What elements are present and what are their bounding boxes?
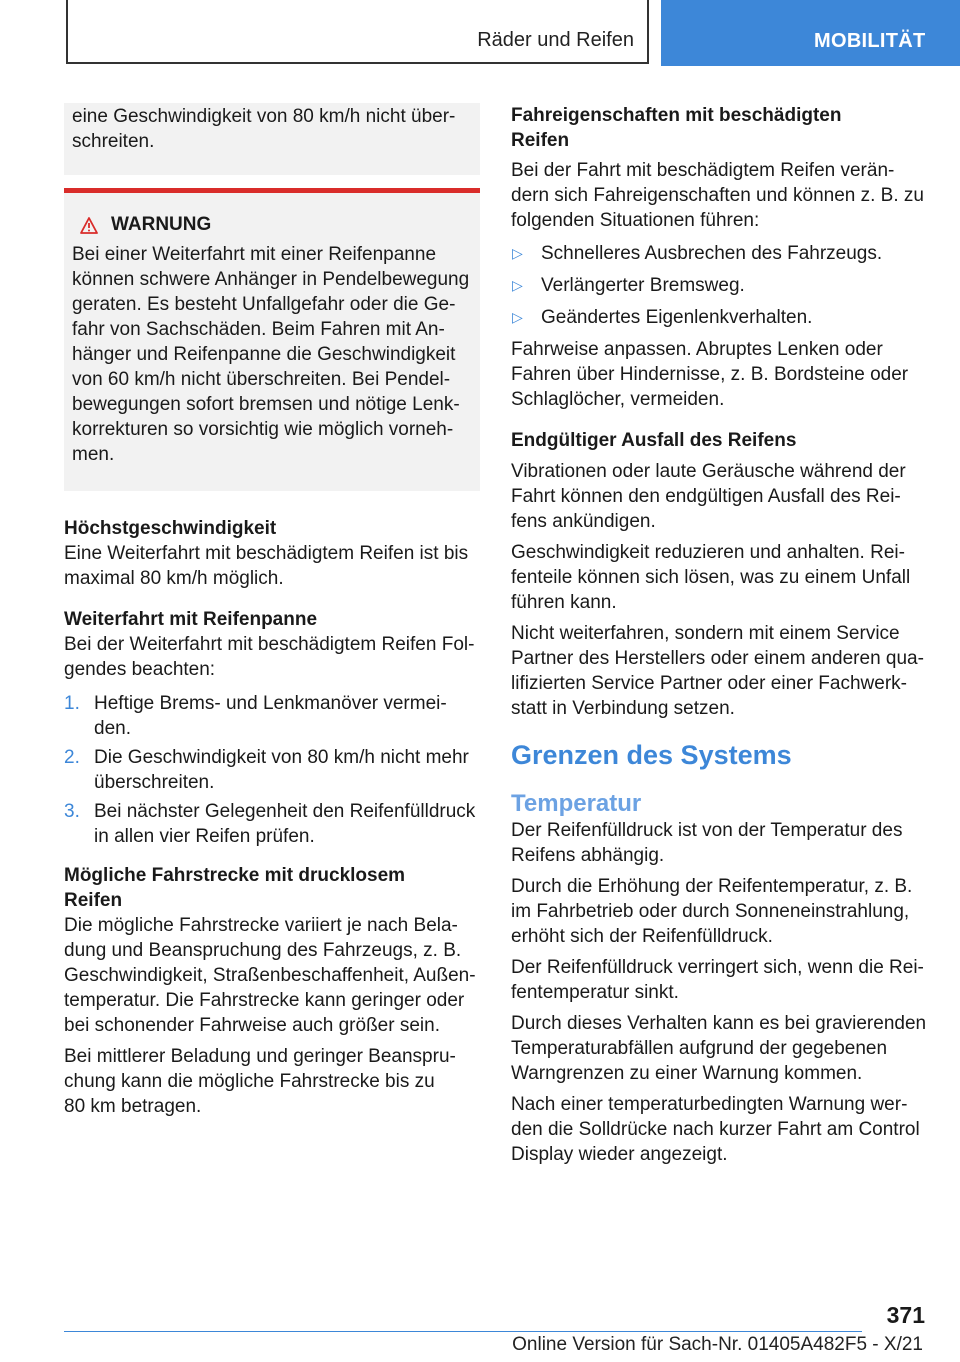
damaged-text: Bei der Fahrt mit beschädigtem Reifen verän- dern sich Fahreigenschaften und können z. B. zu folgenden Situationen führen: [511, 160, 924, 231]
temp-text-3: Der Reifenfülldruck verringert sich, wenn die Rei- fentemperatur sinkt. [511, 957, 924, 1003]
triangle-bullet-icon: ▷ [512, 277, 523, 293]
warning-triangle-icon [80, 217, 98, 234]
list-item [64, 745, 480, 795]
triangle-bullet-icon: ▷ [512, 245, 523, 261]
failure-text-3: Nicht weiterfahren, sondern mit einem Service Partner des Herstellers oder einem anderen qua- lifizierten Service Partner oder einer Fachwerk- statt in Verbindung setzen. [511, 623, 924, 719]
list-item-text: Schnelleres Ausbrechen des Fahrzeugs. [541, 243, 883, 264]
failure-text-1: Vibrationen oder laute Geräusche während der Fahrt können den endgültigen Ausfall des Rei- fens ankündigen. [511, 461, 906, 532]
failure-heading: Endgültiger Ausfall des Reifens [511, 430, 797, 451]
list-item [511, 241, 927, 266]
limits-heading: Grenzen des Systems [511, 740, 792, 770]
damaged-advice: Fahrweise anpassen. Abruptes Lenken oder Fahren über Hindernisse, z. B. Bordsteine oder Schlaglöcher, vermeiden. [511, 339, 909, 410]
max-speed-heading: Höchstgeschwindigkeit [64, 518, 277, 539]
info-box [64, 103, 480, 175]
max-speed-text: Eine Weiterfahrt mit beschädigtem Reifen ist bis maximal 80 km/h möglich. [64, 543, 469, 589]
list-item [511, 305, 927, 330]
temperature-heading: Temperatur [511, 790, 642, 817]
flat-tire-steps [64, 691, 480, 849]
distance-text-2: Bei mittlerer Beladung und geringer Beanspru- chung kann die mögliche Fahrstrecke bis zu 80 km betragen. [64, 1046, 456, 1117]
failure-text-2: Geschwindigkeit reduzieren und anhalten. Rei- fenteile können sich lösen, was zu einem Unfall führen kann. [511, 542, 911, 613]
step-number: 2. [64, 747, 80, 768]
list-item [64, 799, 480, 849]
warning-title-row [72, 214, 472, 236]
section-title: Räder und Reifen [477, 29, 634, 51]
temp-text-2: Durch die Erhöhung der Reifentemperatur, z. B. im Fahrbetrieb oder durch Sonneneinstrahlung, erhöht sich der Reifenfülldruck. [511, 876, 913, 947]
section-header [66, 0, 649, 64]
chapter-title: MOBILITÄT [814, 30, 926, 52]
info-box-text: eine Geschwindigkeit von 80 km/h nicht über- schreiten. [72, 106, 456, 152]
step-number: 1. [64, 693, 80, 714]
list-item-text: Geändertes Eigenlenkverhalten. [541, 307, 813, 328]
temp-text-4: Durch dieses Verhalten kann es bei gravierenden Temperaturabfällen aufgrund der gegebenen Warngrenzen zu einer Warnung kommen. [511, 1013, 927, 1084]
flat-tire-intro: Bei der Weiterfahrt mit beschädigtem Reifen Fol- gendes beachten: [64, 634, 475, 680]
temp-text-1: Der Reifenfülldruck ist von der Temperatur des Reifens abhängig. [511, 820, 903, 866]
temp-text-5: Nach einer temperaturbedingten Warnung wer- den die Solldrücke nach kurzer Fahrt am Control Display wieder angezeigt. [511, 1094, 920, 1165]
distance-heading: Mögliche Fahrstrecke mit drucklosem Reifen [64, 865, 406, 911]
right-column [511, 103, 927, 1167]
list-item-text: Verlängerter Bremsweg. [541, 275, 745, 296]
list-item [64, 691, 480, 741]
damaged-heading: Fahreigenschaften mit beschädigten Reifen [511, 105, 842, 151]
damaged-effects-list [511, 241, 927, 330]
page-number: 371 [886, 1302, 925, 1328]
warning-text: Bei einer Weiterfahrt mit einer Reifenpanne können schwere Anhänger in Pendelbewegung geraten. Es besteht Unfallgefahr oder die Ge- fahr von Sachschäden. Beim Fahren mit An- hänger und Reifenpanne die Geschwindigkeit von 60 km/h nicht überschreiten. Bei Pendel- bewegungen sofort bremsen und nötige Lenk- korrekturen so vorsichtig wie möglich vorneh- men. [72, 244, 470, 465]
footer-divider [64, 1331, 862, 1332]
step-text: Bei nächster Gelegenheit den Reifenfülldruck in allen vier Reifen prüfen. [94, 801, 476, 847]
step-text: Die Geschwindigkeit von 80 km/h nicht mehr überschreiten. [94, 747, 469, 793]
flat-tire-heading: Weiterfahrt mit Reifenpanne [64, 609, 318, 630]
triangle-bullet-icon: ▷ [512, 309, 523, 325]
warning-box [64, 188, 480, 491]
left-column [64, 103, 480, 1119]
list-item [511, 273, 927, 298]
step-text: Heftige Brems- und Lenkmanöver vermei- den. [94, 693, 447, 739]
footer-version-text: Online Version für Sach-Nr. 01405A482F5 - X/21 [512, 1334, 923, 1355]
warning-title: WARNUNG [111, 214, 212, 235]
chapter-badge [661, 0, 960, 66]
distance-text-1: Die mögliche Fahrstrecke variiert je nach Bela- dung und Beanspruchung des Fahrzeugs, z. B. Geschwindigkeit, Straßenbeschaffenheit, Außen- temperatur. Die Fahrstrecke kann geringer oder bei schonender Fahrweise auch größer sein. [64, 915, 476, 1036]
step-number: 3. [64, 801, 80, 822]
